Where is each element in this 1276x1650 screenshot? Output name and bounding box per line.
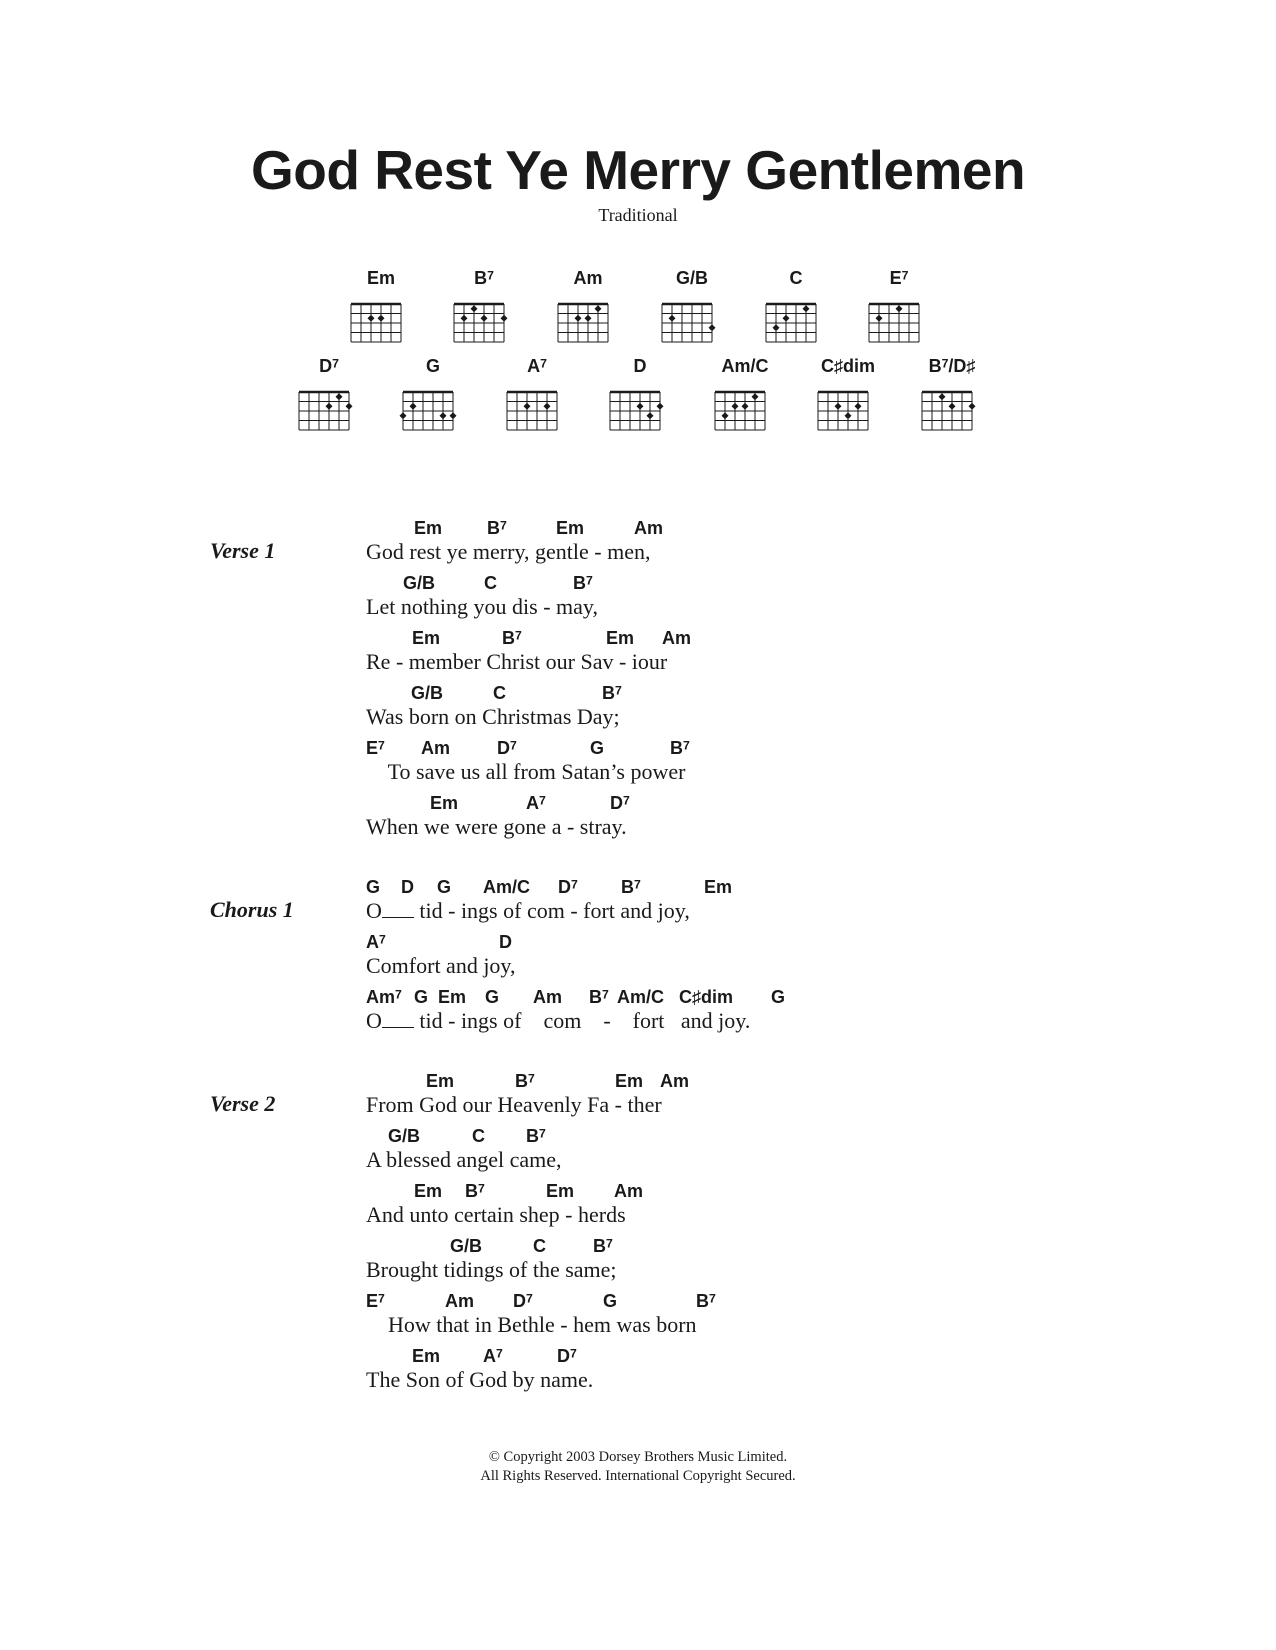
lyric-line: [366, 738, 1066, 794]
chord-symbol: $B^7$: [573, 573, 593, 593]
chord-symbol: $D^7$: [513, 1291, 533, 1311]
lyric-line: [366, 1071, 1066, 1127]
chord-symbol: Em: [426, 1071, 455, 1091]
chord-row: [366, 932, 1066, 954]
finger-dot: [501, 315, 508, 322]
finger-dot: [400, 412, 407, 419]
chord-diagram: [657, 268, 727, 358]
chord-diagram-name: $D^7$: [319, 356, 339, 376]
chord-symbol: Em: [414, 1181, 443, 1201]
chord-symbol: $B^7$: [670, 738, 690, 758]
chord-symbol: Am: [421, 738, 451, 758]
chord-symbol: Am: [533, 987, 563, 1007]
chord-symbol: $D^7$: [497, 738, 517, 758]
chord-symbol: $B^7$: [696, 1291, 716, 1311]
finger-dot: [585, 315, 592, 322]
chord-row: [366, 573, 1066, 595]
lyric-line: [366, 1291, 1066, 1347]
chord-diagram-name: D: [633, 356, 647, 376]
lyric-text: Let nothing you dis - may,: [366, 594, 598, 619]
chord-symbol: $B^7$: [589, 987, 609, 1007]
section-label-verse-1: Verse 1: [210, 538, 276, 563]
finger-dot: [368, 315, 375, 322]
chord-diagram-name: $B^7$: [474, 268, 494, 288]
finger-dot: [939, 393, 946, 400]
lyric-text: O tid - ings of com - fort and joy.: [366, 1008, 751, 1033]
chord-diagram: [864, 268, 934, 358]
chord-grid: [864, 290, 924, 352]
copyright-notice: [0, 1448, 1276, 1486]
chord-symbol: Am/C: [483, 877, 531, 897]
chord-diagram: [710, 356, 780, 446]
finger-dot: [742, 403, 749, 410]
chord-symbol: C: [472, 1126, 485, 1146]
finger-dot: [450, 412, 457, 419]
chord-diagram: [294, 356, 364, 446]
chord-symbol: Em: [412, 628, 441, 648]
lyric-line: [366, 1236, 1066, 1292]
lyric-line: [366, 573, 1066, 629]
finger-dot: [440, 412, 447, 419]
composer-credit: Traditional: [598, 205, 678, 225]
chord-diagram: [553, 268, 623, 358]
lyric-text: The Son of God by name.: [366, 1367, 594, 1392]
lyric-line: [366, 683, 1066, 739]
finger-dot: [481, 315, 488, 322]
finger-dot: [595, 305, 602, 312]
finger-dot: [647, 412, 654, 419]
chord-grid: [917, 378, 977, 440]
chord-diagram: [449, 268, 519, 358]
chord-symbol: Em: [438, 987, 467, 1007]
lyric-text: Was born on Christmas Day;: [366, 704, 620, 729]
lyric-line: [366, 1126, 1066, 1182]
chord-diagram: [917, 356, 987, 446]
lyric-text: And unto certain shep - herds: [366, 1202, 626, 1227]
chord-symbol: $D^7$: [610, 793, 630, 813]
chord-diagram: [502, 356, 572, 446]
chord-row: [366, 877, 1066, 899]
chord-symbol: $B^7$: [593, 1236, 613, 1256]
chord-symbol: G: [366, 877, 381, 897]
chord-symbol: G/B: [388, 1126, 421, 1146]
lyric-text: Brought tidings of the same;: [366, 1257, 617, 1282]
chord-symbol: Em: [546, 1181, 575, 1201]
chord-row: [366, 628, 1066, 650]
chord-diagram-name: Am: [573, 268, 603, 288]
finger-dot: [410, 403, 417, 410]
lyric-line: [366, 628, 1066, 684]
finger-dot: [346, 403, 353, 410]
finger-dot: [575, 315, 582, 322]
chord-symbol: D: [499, 932, 512, 952]
copyright-line-2: All Rights Reserved. International Copyright Secured.: [480, 1468, 796, 1484]
lyric-line: [366, 932, 1066, 988]
chord-symbol: Em: [412, 1346, 441, 1366]
chord-symbol: Am: [445, 1291, 475, 1311]
chord-grid: [398, 378, 458, 440]
lyric-text: When we were gone a - stray.: [366, 814, 627, 839]
chord-grid: [710, 378, 770, 440]
finger-dot: [524, 403, 531, 410]
chord-diagram: [346, 268, 416, 358]
chord-diagram-name: $B^7/D♯$: [928, 356, 976, 376]
chord-grid: [605, 378, 665, 440]
chord-row: [366, 683, 1066, 705]
finger-dot: [896, 305, 903, 312]
finger-dot: [876, 315, 883, 322]
song-title: God Rest Ye Merry Gentlemen: [250, 139, 1026, 201]
chord-symbol: $E^7$: [366, 1291, 385, 1311]
chord-diagram: [813, 356, 883, 446]
lyric-text: A blessed angel came,: [366, 1147, 562, 1172]
chord-diagram-name: C♯dim: [821, 356, 875, 376]
chord-row: [366, 738, 1066, 760]
chord-symbol: $B^7$: [515, 1071, 535, 1091]
lyric-line: [366, 877, 1066, 933]
chord-grid: [553, 290, 613, 352]
chord-symbol: G: [771, 987, 786, 1007]
chord-diagram: [605, 356, 675, 446]
chord-row: [366, 987, 1066, 1009]
chord-symbol: C: [493, 683, 506, 703]
chord-symbol: Am: [634, 518, 664, 538]
chord-symbol: Em: [414, 518, 443, 538]
chord-grid: [813, 378, 873, 440]
chord-row: [366, 1291, 1066, 1313]
finger-dot: [949, 403, 956, 410]
lyric-line: [366, 793, 1066, 849]
chord-symbol: G: [603, 1291, 618, 1311]
finger-dot: [783, 315, 790, 322]
chord-diagram: [761, 268, 831, 358]
finger-dot: [845, 412, 852, 419]
finger-dot: [378, 315, 385, 322]
lyric-text: To save us all from Satan’s power: [366, 759, 686, 784]
finger-dot: [722, 412, 729, 419]
chord-symbol: $B^7$: [465, 1181, 485, 1201]
chord-diagram-name: G: [425, 356, 440, 376]
chord-symbol: $D^7$: [557, 1346, 577, 1366]
chord-diagram-name: $E^7$: [889, 268, 909, 288]
chord-symbol: Em: [606, 628, 635, 648]
finger-dot: [709, 324, 716, 331]
chord-symbol: $A^7$: [483, 1346, 503, 1366]
finger-dot: [544, 403, 551, 410]
chord-diagram-name: C: [789, 268, 803, 288]
chord-grid: [449, 290, 509, 352]
chord-symbol: Em: [615, 1071, 644, 1091]
chord-symbol: C♯dim: [679, 987, 733, 1007]
chord-symbol: $B^7$: [602, 683, 622, 703]
section-label-chorus-1: Chorus 1: [210, 897, 294, 922]
chord-symbol: G/B: [450, 1236, 483, 1256]
lyric-text: O tid - ings of com - fort and joy,: [366, 898, 690, 923]
finger-dot: [803, 305, 810, 312]
finger-dot: [336, 393, 343, 400]
chord-symbol: Am: [614, 1181, 644, 1201]
chord-symbol: Am$^7$: [366, 987, 402, 1007]
chord-symbol: D: [401, 877, 414, 897]
chord-symbol: $B^7$: [621, 877, 641, 897]
finger-dot: [732, 403, 739, 410]
chord-diagrams: [0, 0, 1276, 460]
chord-symbol: G: [590, 738, 605, 758]
lyric-line: [366, 518, 1066, 574]
chord-grid: [294, 378, 354, 440]
finger-dot: [669, 315, 676, 322]
chord-row: [366, 518, 1066, 540]
chord-row: [366, 1126, 1066, 1148]
lyric-text: Comfort and joy,: [366, 953, 516, 978]
chord-symbol: $D^7$: [558, 877, 578, 897]
chord-row: [366, 793, 1066, 815]
chord-diagram-name: Em: [366, 268, 395, 288]
chord-diagram: [398, 356, 468, 446]
lyric-line: [366, 987, 1066, 1043]
finger-dot: [471, 305, 478, 312]
chord-symbol: G: [485, 987, 500, 1007]
lyric-text: Re - member Christ our Sav - iour: [366, 649, 668, 674]
chord-grid: [761, 290, 821, 352]
lyric-text: God rest ye merry, gentle - men,: [366, 539, 651, 564]
chord-symbol: $B^7$: [502, 628, 522, 648]
chord-symbol: G/B: [411, 683, 444, 703]
chord-symbol: G/B: [403, 573, 436, 593]
chord-symbol: $B^7$: [526, 1126, 546, 1146]
chord-diagram-name: G/B: [675, 268, 708, 288]
chord-row: [366, 1346, 1066, 1368]
chord-symbol: Em: [704, 877, 733, 897]
finger-dot: [657, 403, 664, 410]
chord-symbol: Em: [556, 518, 585, 538]
chord-symbol: Am: [660, 1071, 690, 1091]
chord-symbol: $E^7$: [366, 738, 385, 758]
lyric-text: From God our Heavenly Fa - ther: [366, 1092, 662, 1117]
finger-dot: [326, 403, 333, 410]
chord-grid: [346, 290, 406, 352]
chord-grid: [502, 378, 562, 440]
chord-grid: [657, 290, 717, 352]
finger-dot: [773, 324, 780, 331]
finger-dot: [969, 403, 976, 410]
lyric-line: [366, 1346, 1066, 1402]
chord-diagram-name: Am/C: [721, 356, 769, 376]
chord-symbol: Am: [662, 628, 692, 648]
lyric-text: How that in Bethle - hem was born: [366, 1312, 697, 1337]
chord-diagram-name: $A^7$: [527, 356, 547, 376]
chord-row: [366, 1236, 1066, 1258]
chord-row: [366, 1071, 1066, 1093]
chord-symbol: $B^7$: [487, 518, 507, 538]
copyright-line-1: © Copyright 2003 Dorsey Brothers Music Limited.: [488, 1449, 788, 1465]
finger-dot: [855, 403, 862, 410]
chord-symbol: $A^7$: [366, 932, 386, 952]
chord-symbol: C: [484, 573, 497, 593]
chord-symbol: Em: [430, 793, 459, 813]
chord-symbol: G: [437, 877, 452, 897]
finger-dot: [461, 315, 468, 322]
section-label-verse-2: Verse 2: [210, 1091, 276, 1116]
chord-symbol: G: [414, 987, 429, 1007]
chord-symbol: Am/C: [617, 987, 665, 1007]
chord-row: [366, 1181, 1066, 1203]
finger-dot: [637, 403, 644, 410]
finger-dot: [835, 403, 842, 410]
finger-dot: [752, 393, 759, 400]
lyric-line: [366, 1181, 1066, 1237]
chord-symbol: $A^7$: [526, 793, 546, 813]
chord-symbol: C: [533, 1236, 546, 1256]
